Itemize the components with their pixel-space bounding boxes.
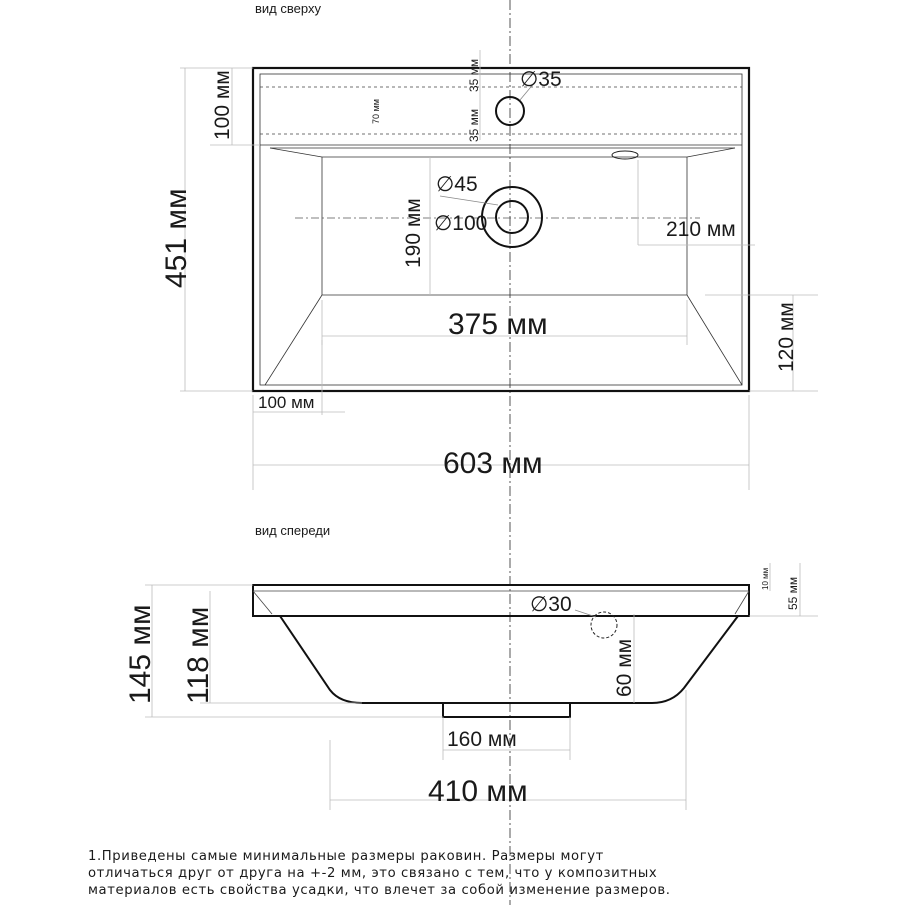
- tap-hole-label: ∅35: [520, 68, 562, 91]
- bowl-diag-br: [687, 295, 742, 385]
- dim-35b-label: 35 мм: [467, 108, 481, 142]
- slab-slope-left: [253, 591, 272, 614]
- dim-70-label: 70 мм: [371, 99, 381, 124]
- overflow-slot: [612, 151, 638, 159]
- drain-outer: [482, 187, 542, 247]
- drain-inner-label: ∅45: [436, 173, 478, 196]
- top-view-title: вид сверху: [255, 1, 321, 16]
- dim-160-label: 160 мм: [447, 728, 517, 751]
- dim-55-label: 55 мм: [786, 576, 800, 610]
- dim-100-bottom-label: 100 мм: [258, 393, 315, 412]
- bowl-diag-tr: [687, 148, 735, 157]
- dim-118-label: 118 мм: [182, 606, 215, 704]
- dim-451-label: 451 мм: [160, 188, 193, 288]
- sink-slab-front: [253, 585, 749, 616]
- bowl-diag-tl: [270, 148, 322, 157]
- footnote-line-1: 1.Приведены самые минимальные размеры раковин. Размеры могут: [88, 849, 604, 864]
- dim-210-label: 210 мм: [666, 218, 736, 241]
- dim-120-label: 120 мм: [775, 302, 798, 372]
- drain-inner: [496, 201, 528, 233]
- dim-60-label: 60 мм: [613, 638, 636, 697]
- dim-10-label: 10 мм: [761, 567, 770, 590]
- slab-slope-right: [735, 591, 749, 614]
- footnote-line-3: материалов есть свойства усадки, что влечет за собой изменение размеров.: [88, 883, 671, 898]
- dim-190-label: 190 мм: [402, 198, 425, 268]
- bowl-diag-bl: [265, 295, 322, 385]
- drain-outer-label: ∅100: [434, 212, 488, 235]
- dim-35a-label: 35 мм: [467, 58, 481, 92]
- footnote: [88, 848, 888, 899]
- dim-603-label: 603 мм: [443, 447, 543, 480]
- dim-145-label: 145 мм: [124, 604, 157, 704]
- overflow-label: ∅30: [530, 593, 572, 616]
- dim-375-label: 375 мм: [448, 308, 548, 341]
- footnote-line-2: отличаться друг от друга на +-2 мм, это связано с тем, что у композитных: [88, 866, 658, 881]
- dim-100-back-label: 100 мм: [211, 70, 234, 140]
- drain-outlet-front: [443, 703, 570, 717]
- bowl-body-front: [280, 616, 738, 703]
- front-view-title: вид спереди: [255, 523, 331, 538]
- dim-410-label: 410 мм: [428, 775, 528, 808]
